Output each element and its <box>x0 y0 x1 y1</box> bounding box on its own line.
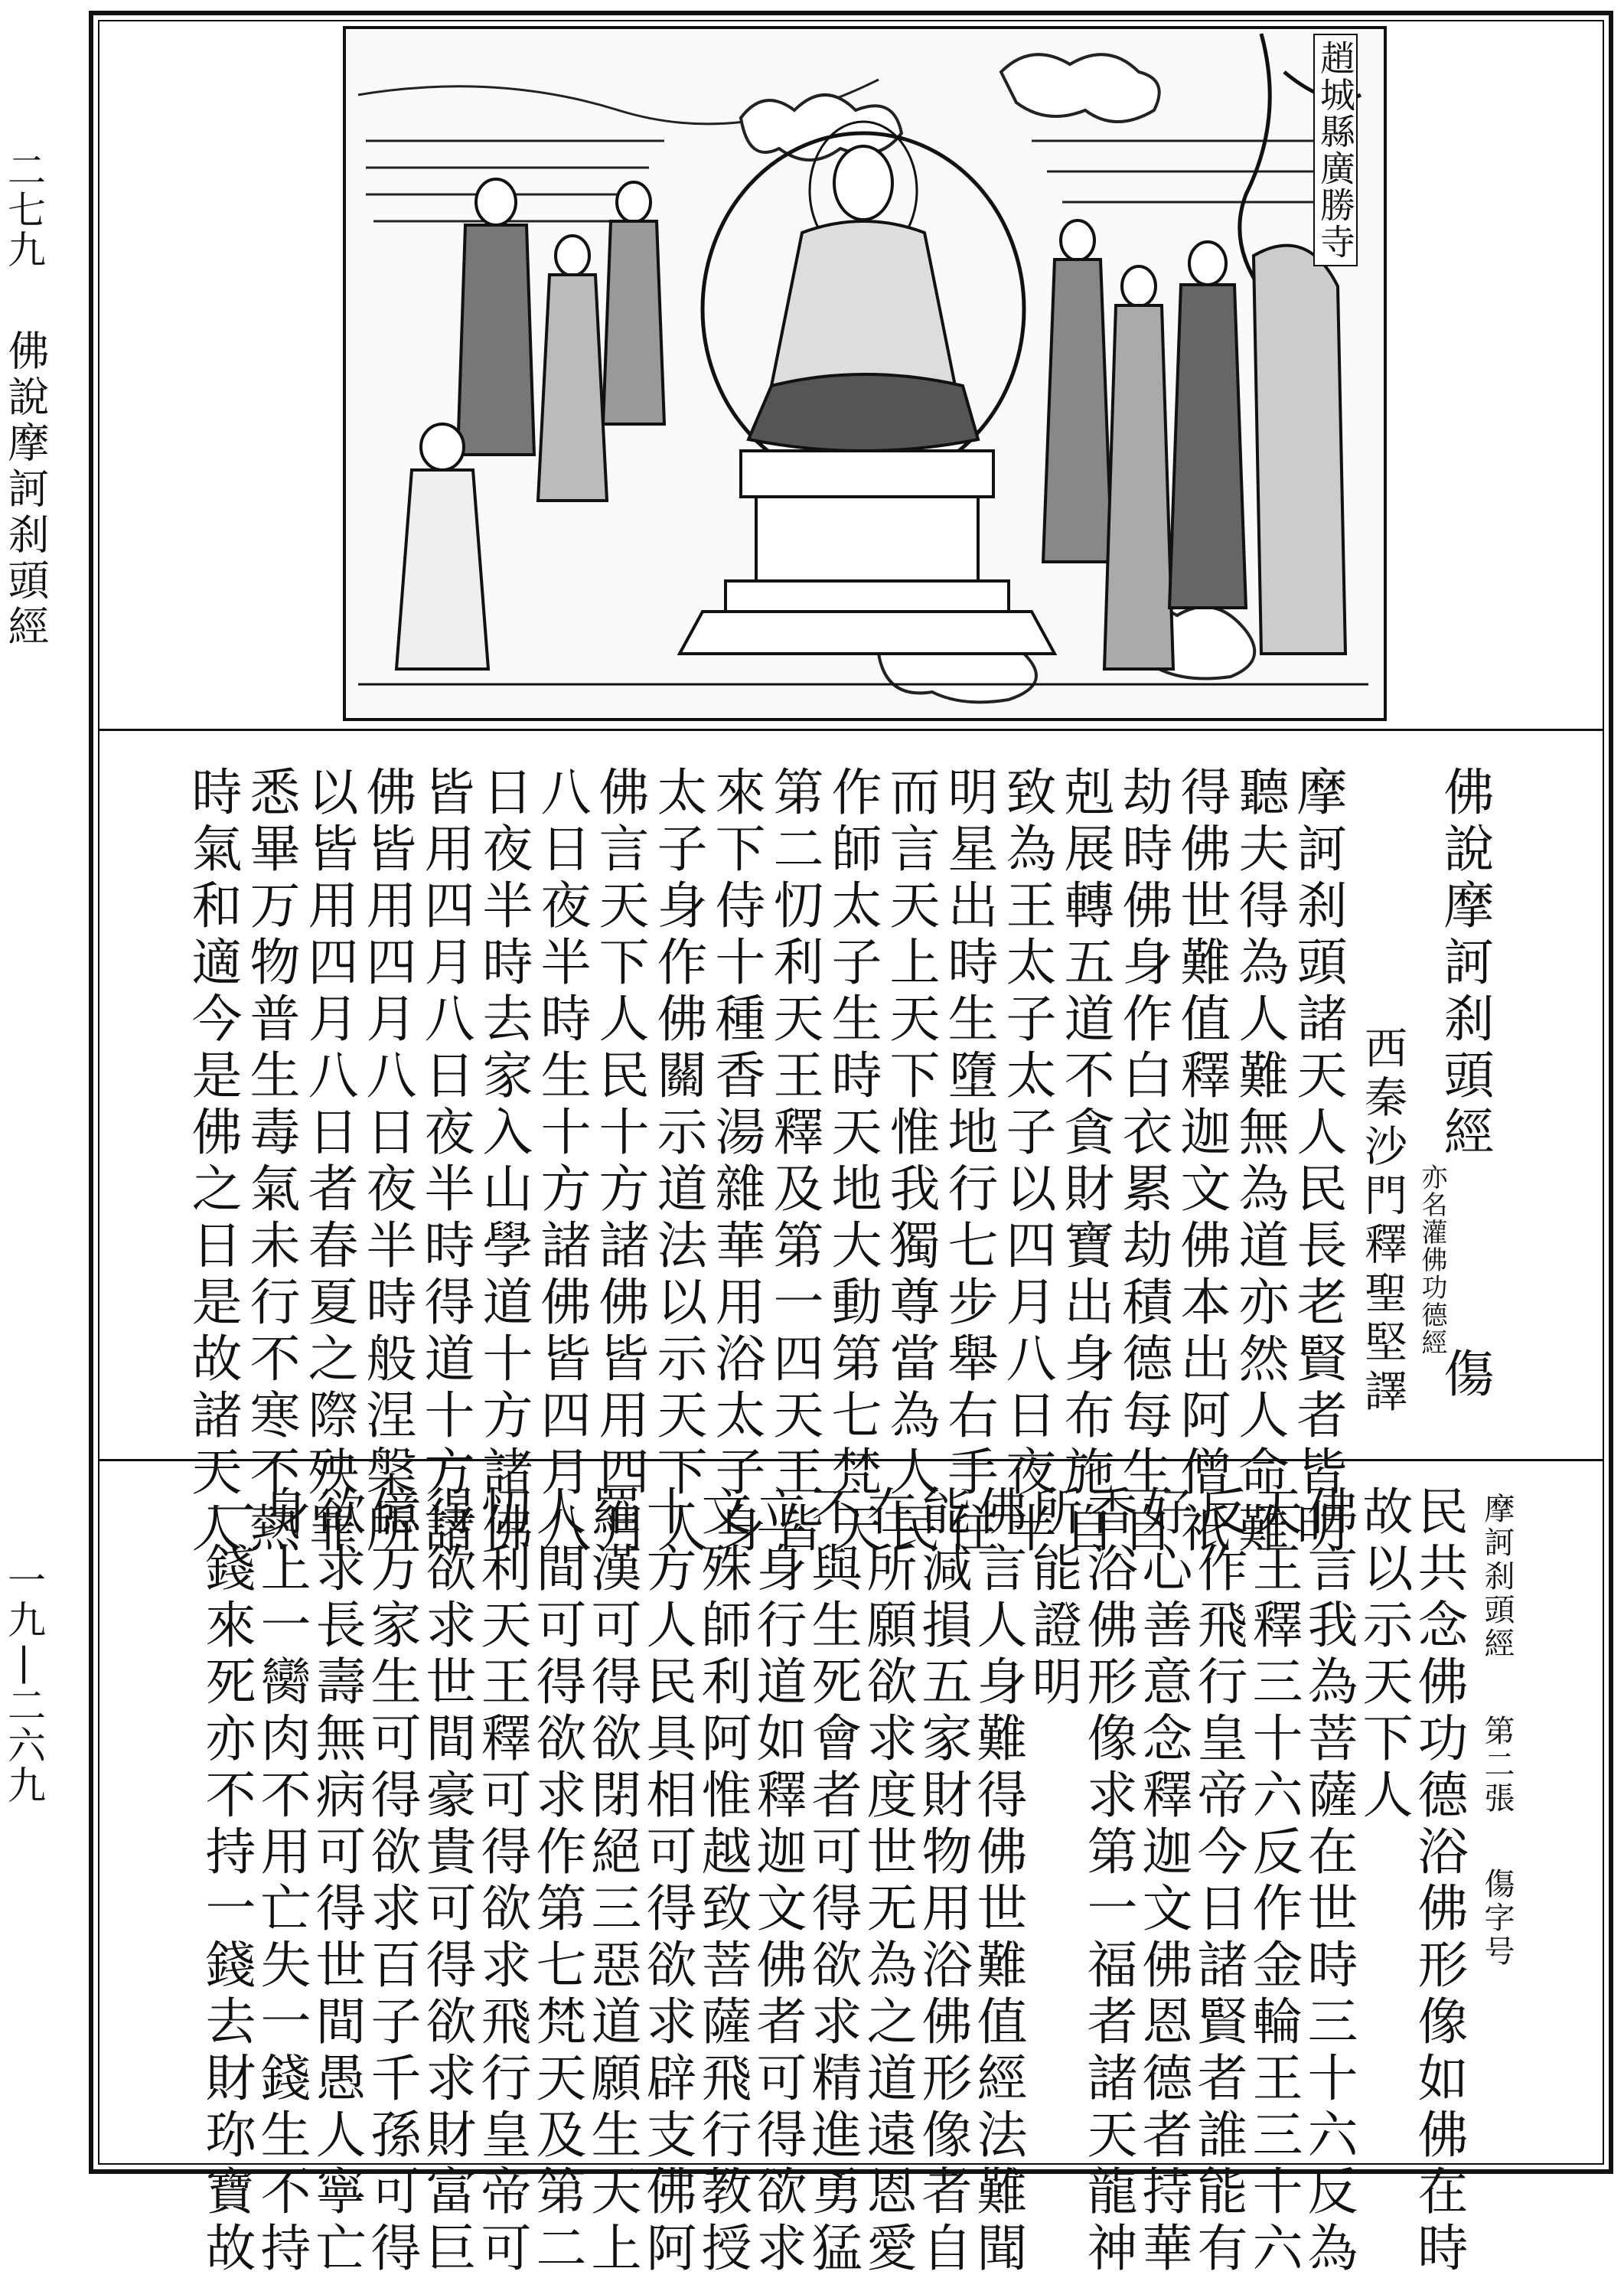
text-column: 聽夫得為人難無為道亦然人命難 <box>1230 765 1289 1558</box>
text-column: 欲求長壽無病可得世間愚人寧亡 <box>307 1485 366 2278</box>
text-column: 反作飛行皇帝今日諸賢者誰能有 <box>1189 1485 1247 2278</box>
buddha-assembly-woodcut <box>343 26 1387 721</box>
text-column: 八日夜半時生十方諸佛皆四月八 <box>532 765 591 1558</box>
page-number-label: 二七九 <box>2 150 46 269</box>
text-column: 得欲求世間豪貴可得欲求財富巨 <box>417 1485 476 2278</box>
text-column: 劫時佛身作白衣累劫積德每生自 <box>1114 765 1172 1558</box>
text-column: 佛言人身難得佛世難值經法難聞 <box>968 1485 1027 2278</box>
text-column: 羅漢可得欲閉絕三惡道願生天上 <box>582 1485 641 2278</box>
text-column: 而言天上天下惟我獨尊當為人民 <box>881 765 940 1558</box>
text-column: 文殊師利阿惟越致菩薩飛行教授 <box>693 1485 752 2278</box>
text-column: 香浴佛形像求第一福者諸天龍神 <box>1078 1485 1137 2278</box>
text-column: 能減損五家財物用浴佛形像者自 <box>913 1485 972 2278</box>
text-column: 十方人民具相可得欲求辟支佛阿 <box>638 1485 696 2278</box>
sutra-alt-title-note: 亦名灌佛功德經 <box>1417 1163 1447 1356</box>
text-column: 佛言我為菩薩在世時三十六反為 <box>1299 1485 1358 2278</box>
running-title: 佛說摩訶刹頭經 <box>2 329 50 651</box>
text-column: 所能證明 <box>1023 1485 1082 1712</box>
text-column: 得佛世難值釋迦文佛本出阿僧祇 <box>1172 765 1231 1558</box>
volume-page-label: 一九|二六九 <box>2 1560 46 1805</box>
text-column: 佛言天下人民十方諸佛皆用四月 <box>590 765 649 1558</box>
text-column: 致為王太子太子以四月八日夜半 <box>997 765 1056 1558</box>
text-column: 不與生死會者可得欲求精進勇猛 <box>803 1485 862 2278</box>
text-column: 剋展轉五道不貪財寶出身布施自 <box>1055 765 1114 1558</box>
text-column: 立身行道如釋迦文佛者可得欲求 <box>748 1485 807 2278</box>
text-column: 時氣和適今是佛之日是故諸天人 <box>183 765 242 1558</box>
text-column: 作師太子生時天地大動第七梵天 <box>823 765 882 1558</box>
divider-illustration <box>98 729 1604 731</box>
translator-line: 西秦沙門釋聖堅譯 <box>1358 1026 1407 1418</box>
text-column: 故以示天下人 <box>1354 1485 1413 1825</box>
text-column: 來下侍十種香湯雜華用浴太子身 <box>706 765 765 1558</box>
text-column: 以皆用四月八日者春夏之際殃罪 <box>299 765 358 1558</box>
text-column: 身上一臠肉不用亡失一錢生不持 <box>252 1485 311 2278</box>
text-column: 在所願欲求度世无為之道遠恩愛 <box>858 1485 917 2278</box>
volume-mark: 傷 <box>1435 1347 1494 1404</box>
footer-mark: 傷字号 <box>1479 1868 1515 1969</box>
text-column: 億万家生可得欲求百子千孫可得 <box>362 1485 421 2278</box>
text-column: 民共念佛功德浴佛形像如佛在時 <box>1409 1485 1468 2278</box>
footer-page: 第二張 <box>1479 1715 1515 1816</box>
text-column: 忉利天王釋可得欲求飛行皇帝可 <box>472 1485 531 2278</box>
text-column: 人間可得欲求作第七梵天及第二 <box>527 1485 586 2278</box>
text-column: 佛皆用四月八日夜半時般涅槃所 <box>357 765 416 1558</box>
text-column: 一錢來死亦不持一錢去財珎寶故 <box>197 1485 256 2278</box>
text-column: 第二忉利天王釋及第一四天王皆 <box>765 765 823 1558</box>
sutra-title: 佛說摩訶刹頭經 <box>1435 765 1494 1162</box>
text-column: 好心善意念釋迦文佛恩德者持華 <box>1133 1485 1192 2278</box>
text-column: 明星出時生墮地行七步舉右手住 <box>939 765 998 1558</box>
footer-title: 摩訶刹頭經 <box>1479 1493 1515 1661</box>
text-column: 天王釋三十六反作金輪王三十六 <box>1244 1485 1303 2278</box>
text-column: 日夜半時去家入山學道十方諸佛 <box>474 765 533 1558</box>
text-column: 太子身作佛關示道法以示天下人 <box>648 765 707 1558</box>
text-column: 悉畢万物普生毒氣未行不寒不熱 <box>241 765 300 1558</box>
temple-cartouche: 趙城縣廣勝寺 <box>1313 34 1358 266</box>
text-column: 皆用四月八日夜半時得道十方諸 <box>416 765 474 1558</box>
text-column: 摩訶刹頭諸天人民長老賢者皆明 <box>1288 765 1347 1558</box>
